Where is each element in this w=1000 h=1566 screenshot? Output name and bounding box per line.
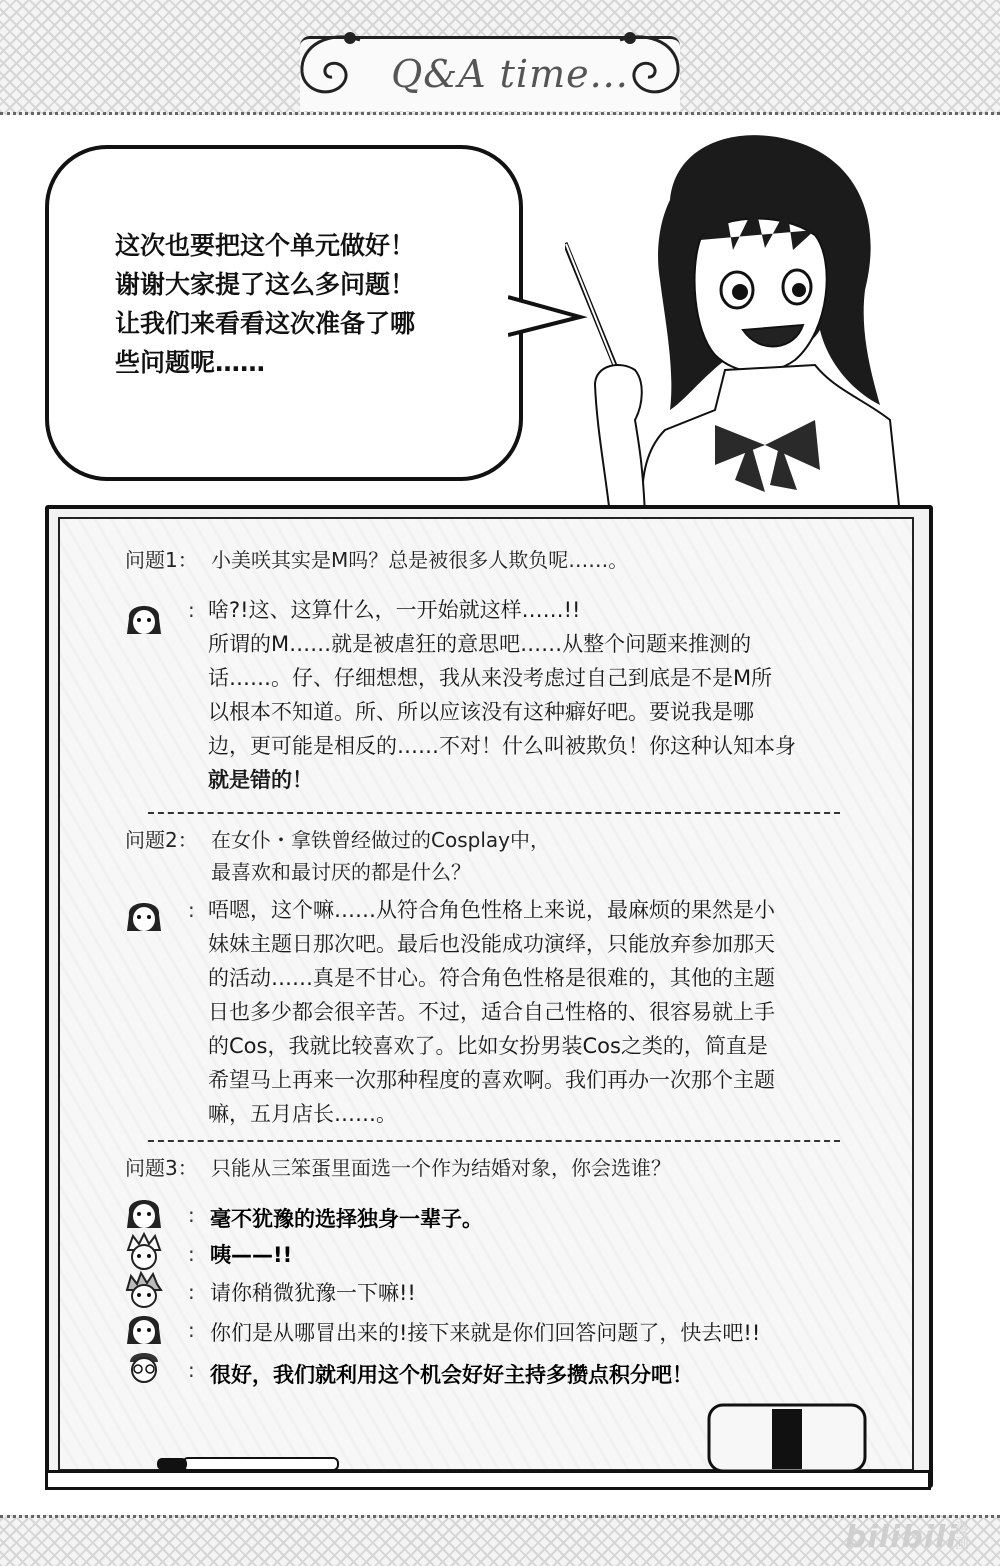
- question-2-label: 问题2：: [125, 828, 198, 852]
- answer-1-line: 啥?!这、这算什么，一开始就这样……!!: [208, 598, 581, 622]
- answer-2-line: 日也多少都会很辛苦。不过，适合自己性格的、很容易就上手: [208, 1000, 775, 1024]
- answer-2-line: 的Cos，我就比较喜欢了。比如女扮男装Cos之类的，简直是: [208, 1034, 768, 1058]
- reply-misaki-2: 你们是从哪冒出来的!接下来就是你们回答问题了，快去吧!!: [210, 1321, 761, 1345]
- girl-with-pointer-illustration: [565, 120, 900, 515]
- answer-1-line: 以根本不知道。所、所以应该没有这种癖好吧。要说我是哪: [208, 700, 754, 724]
- question-2: [125, 825, 550, 855]
- answer-2-line: 嘛，五月店长……。: [208, 1102, 397, 1126]
- misaki-face-icon: [125, 1308, 163, 1348]
- answer-1: [208, 593, 863, 797]
- section-divider: [148, 812, 840, 814]
- bilibili-watermark-sub: 漫画: [955, 1521, 969, 1552]
- eraser-icon: [707, 1403, 867, 1473]
- question-2-text-line: 在女仆・拿铁曾经做过的Cosplay中，: [211, 828, 550, 852]
- reply-boy-3: 很好，我们就利用这个机会好好主持多攒点积分吧！: [210, 1363, 693, 1387]
- question-3-text: 只能从三笨蛋里面选一个作为结婚对象，你会选谁？: [211, 1156, 671, 1180]
- misaki-face-icon: [125, 598, 163, 638]
- question-3-label: 问题3：: [125, 1156, 198, 1180]
- question-1: [125, 545, 628, 575]
- wild-hair-boy-face-icon: [125, 1270, 163, 1310]
- reply-boy-1: 咦——!!: [210, 1243, 293, 1267]
- page-title: Q&A time...: [391, 52, 629, 96]
- answer-1-line: 所谓的M……就是被虐狂的意思吧……从整个问题来推测的: [208, 632, 752, 656]
- answer-1-line: 就是错的！: [208, 768, 313, 792]
- misaki-face-icon: [125, 1192, 163, 1232]
- answer-2-line: 唔嗯，这个嘛……从符合角色性格上来说，最麻烦的果然是小: [208, 898, 775, 922]
- answer-2-line: 妹妹主题日那次吧。最后也没能成功演绎，只能放弃参加那天: [208, 932, 775, 956]
- question-2-text-line: 最喜欢和最讨厌的都是什么？: [211, 860, 471, 884]
- answer-2-line: 希望马上再来一次那种程度的喜欢啊。我们再办一次那个主题: [208, 1068, 775, 1092]
- question-3: [125, 1153, 671, 1183]
- answer-2: [208, 893, 863, 1131]
- left-swirl-ornament: [290, 30, 380, 110]
- misaki-face-icon: [125, 895, 163, 935]
- answer-2-line: 的活动……真是不甘心。符合角色性格是很难的，其他的主题: [208, 966, 775, 990]
- reply-misaki: 毫不犹豫的选择独身一辈子。: [210, 1207, 483, 1231]
- question-1-label: 问题1：: [125, 548, 198, 572]
- question-1-text: 小美咲其实是M吗？总是被很多人欺负呢……。: [211, 548, 629, 572]
- answer-1-line: 边，更可能是相反的……不对！什么叫被欺负！你这种认知本身: [208, 734, 796, 758]
- answer-1-line: 话……。仔、仔细想想，我从来没考虑过自己到底是不是M所: [208, 666, 773, 690]
- whiteboard-ledge: [45, 1470, 931, 1490]
- glasses-boy-face-icon: [125, 1346, 163, 1386]
- section-divider: [148, 1140, 840, 1142]
- speech-text: 这次也要把这个单元做好！ 谢谢大家提了这么多问题！ 让我们来看看这次准备了哪 些问题呢……: [115, 231, 416, 377]
- bilibili-watermark: bilibili: [845, 1520, 958, 1555]
- reply-boy-2: 请你稍微犹豫一下嘛!!: [210, 1281, 416, 1305]
- spiky-hair-boy-face-icon: [125, 1232, 163, 1272]
- marker-pen-icon: [155, 1456, 340, 1472]
